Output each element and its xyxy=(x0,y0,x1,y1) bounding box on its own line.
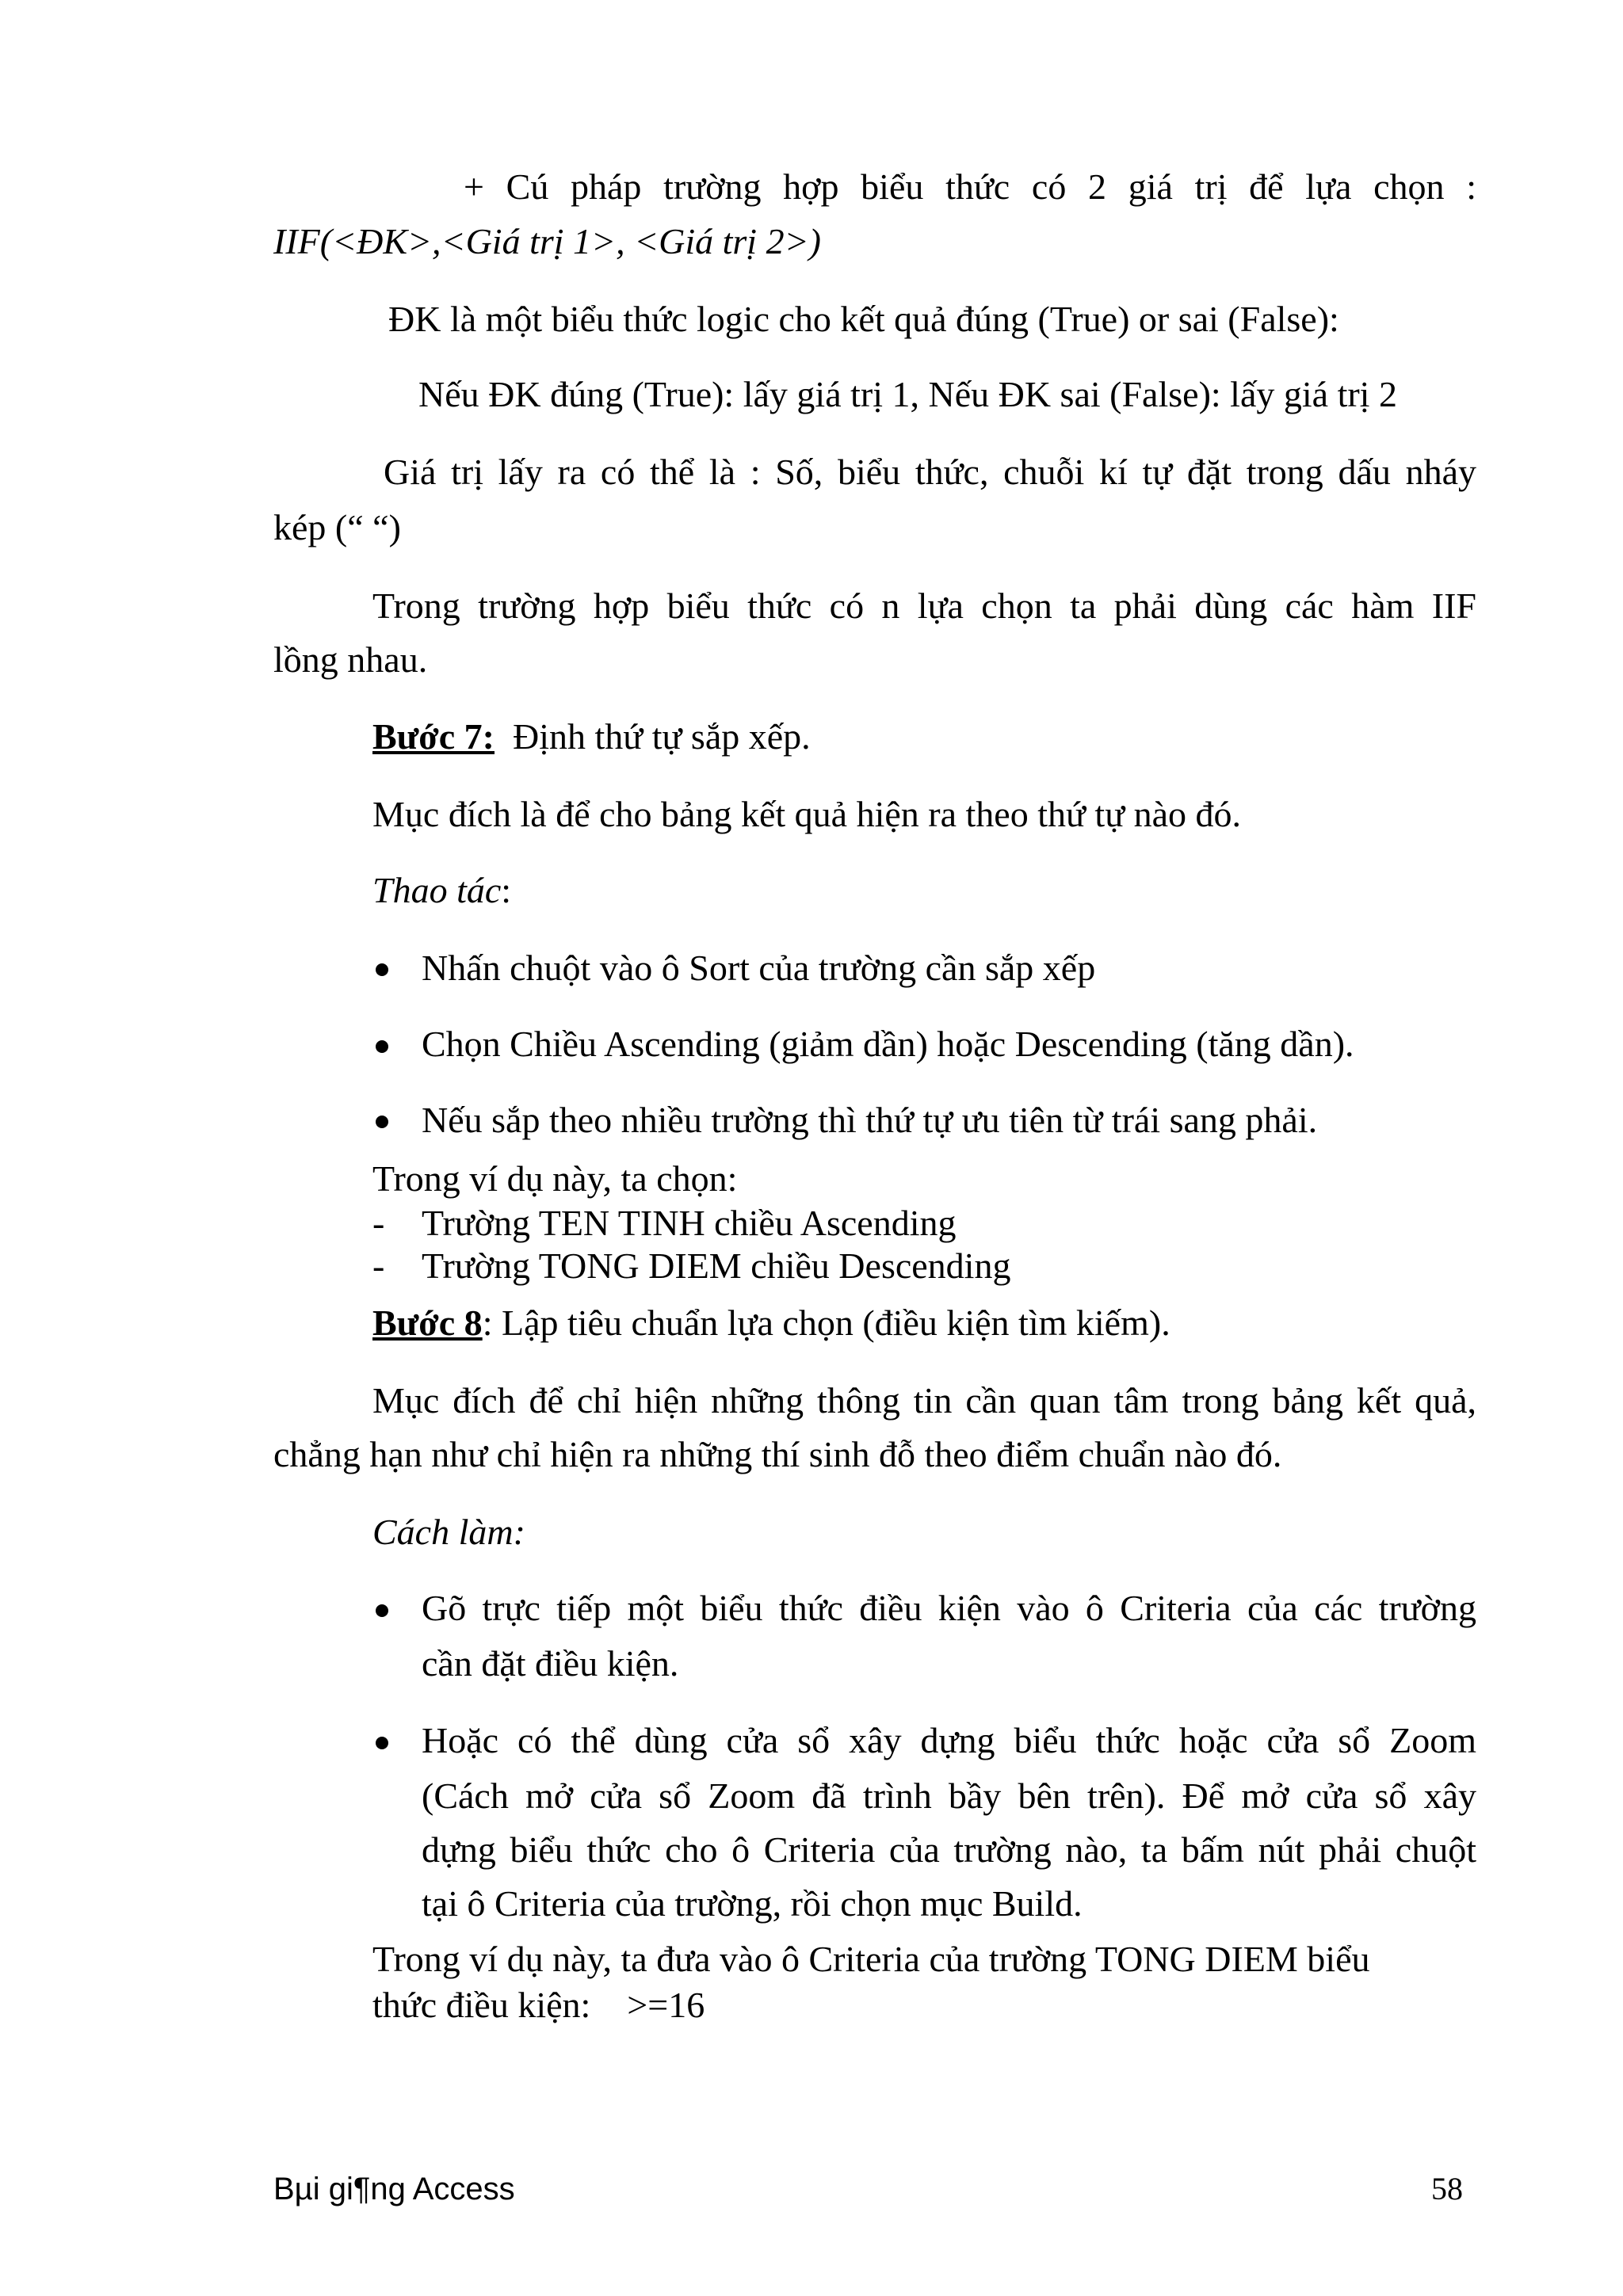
step8-bullet-2-line-4: tại ô Criteria của trường, rồi chọn mục Build. xyxy=(422,1883,1083,1924)
ops-heading-text: Thao tác xyxy=(372,870,502,910)
footer-title: Bµi gi¶ng Access xyxy=(273,2172,515,2206)
bullet-dot-icon xyxy=(376,963,388,976)
step8-bullet-1-line-2: cần đặt điều kiện. xyxy=(422,1643,679,1684)
return-value-line-2: kép (“ “) xyxy=(273,507,401,547)
step8-bullet-2-line-3: dựng biểu thức cho ô Criteria của trường nào, ta bấm nút phải chuột xyxy=(422,1829,1476,1870)
page-number: 58 xyxy=(1431,2171,1463,2206)
dash-marker: - xyxy=(372,1203,385,1243)
nested-iif-line-2: lồng nhau. xyxy=(273,639,428,680)
step8-method-heading: Cách làm: xyxy=(372,1512,525,1552)
step7-label: Bước 7: xyxy=(372,716,495,757)
step7-example-item-1: Trường TEN TINH chiều Ascending xyxy=(422,1203,957,1243)
step8-bullet-2-line-2: (Cách mở cửa sổ Zoom đã trình bầy bên trên). Để mở cửa sổ xây xyxy=(422,1775,1476,1816)
step7-title: Định thứ tự sắp xếp. xyxy=(513,716,811,757)
step8-example-line-1: Trong ví dụ này, ta đưa vào ô Criteria của trường TONG DIEM biểu xyxy=(372,1939,1370,1979)
iif-syntax: IIF(<ĐK>,<Giá trị 1>, <Giá trị 2>) xyxy=(273,221,821,261)
step8-heading xyxy=(372,1299,1170,1347)
step7-ops-heading xyxy=(372,867,511,914)
ops-heading-colon: : xyxy=(501,870,512,910)
step8-bullet-2-line-1: Hoặc có thể dùng cửa sổ xây dựng biểu thức hoặc cửa sổ Zoom xyxy=(422,1720,1476,1760)
step8-example-line-2: thức điều kiện: >=16 xyxy=(372,1985,705,2025)
step8-title: : Lập tiêu chuẩn lựa chọn (điều kiện tìm kiếm). xyxy=(482,1302,1170,1343)
step7-bullet-1: Nhấn chuột vào ô Sort của trường cần sắp xếp xyxy=(422,948,1096,988)
syntax-intro-line: + Cú pháp trường hợp biểu thức có 2 giá trị để lựa chọn : xyxy=(464,166,1476,207)
step7-heading xyxy=(372,713,811,761)
condition-description: ĐK là một biểu thức logic cho kết quả đúng (True) or sai (False): xyxy=(388,299,1339,339)
step7-example-item-2: Trường TONG DIEM chiều Descending xyxy=(422,1245,1011,1286)
dash-marker: - xyxy=(372,1245,385,1286)
step7-example-intro: Trong ví dụ này, ta chọn: xyxy=(372,1158,738,1199)
step7-bullet-2: Chọn Chiều Ascending (giảm dần) hoặc Descending (tăng dần). xyxy=(422,1024,1354,1064)
condition-result-rule: Nếu ĐK đúng (True): lấy giá trị 1, Nếu ĐK sai (False): lấy giá trị 2 xyxy=(418,374,1397,414)
bullet-dot-icon xyxy=(376,1116,388,1128)
bullet-dot-icon xyxy=(376,1040,388,1053)
step7-bullet-3: Nếu sắp theo nhiều trường thì thứ tự ưu tiên từ trái sang phải. xyxy=(422,1100,1318,1140)
step8-purpose-line-2: chẳng hạn như chỉ hiện ra những thí sinh đỗ theo điểm chuẩn nào đó. xyxy=(273,1434,1282,1474)
step7-purpose: Mục đích là để cho bảng kết quả hiện ra theo thứ tự nào đó. xyxy=(372,794,1242,834)
step8-label: Bước 8 xyxy=(372,1302,483,1343)
step8-bullet-1-line-1: Gõ trực tiếp một biểu thức điều kiện vào ô Criteria của các trường xyxy=(422,1588,1476,1628)
nested-iif-line: Trong trường hợp biểu thức có n lựa chọn ta phải dùng các hàm IIF xyxy=(372,585,1476,626)
bullet-dot-icon xyxy=(376,1737,388,1749)
step8-purpose-line-1: Mục đích để chỉ hiện những thông tin cần quan tâm trong bảng kết quả, xyxy=(372,1380,1476,1421)
return-value-line: Giá trị lấy ra có thể là : Số, biểu thức, chuỗi kí tự đặt trong dấu nháy xyxy=(384,452,1476,492)
bullet-dot-icon xyxy=(376,1604,388,1617)
